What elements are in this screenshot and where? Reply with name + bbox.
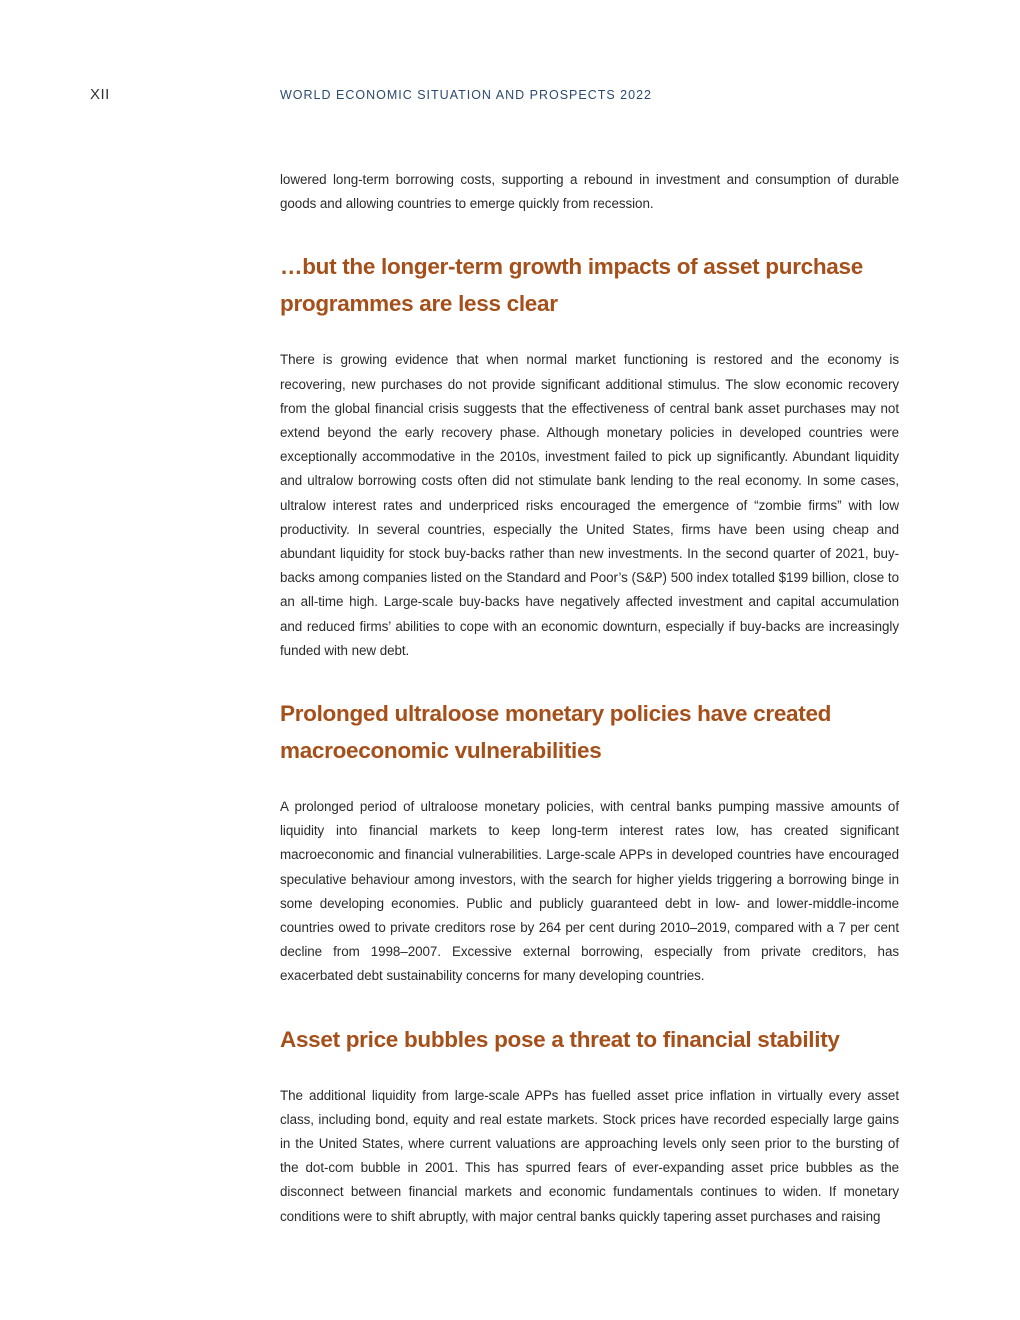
main-content [280,168,899,1229]
page-number: XII [90,86,110,103]
section-paragraph-macroeconomic-vulnerabilities: A prolonged period of ultraloose monetary policies, with central banks pumping massive amounts of liquidity into financial markets to keep long-term interest rates low, has created significant macroeconomic and financial vulnerabilities. Large-scale APPs in developed countries have encouraged speculative behaviour among investors, with the search for higher yields triggering a borrowing binge in some developing economies. Public and publicly guaranteed debt in low- and lower-middle-income countries owed to private creditors rose by 264 per cent during 2010–2019, compared with a 7 per cent decline from 1998–2007. Excessive external borrowing, especially from private creditors, has exacerbated debt sustainability concerns for many developing countries. [280,799,899,984]
section-paragraph-asset-price-bubbles: The additional liquidity from large-scale APPs has fuelled asset price inflation in virtually every asset class, including bond, equity and real estate markets. Stock prices have recorded especially large gains in the United States, where current valuations are approaching levels only seen prior to the bursting of the dot-com bubble in 2001. This has spurred fears of ever-expanding asset price bubbles as the disconnect between financial markets and economic fundamentals continues to widen. If monetary conditions were to shift abruptly, with major central banks quickly tapering asset purchases and raising [280,1087,899,1224]
running-header: WORLD ECONOMIC SITUATION AND PROSPECTS 2022 [280,88,652,102]
section-paragraph-asset-purchase-impacts: There is growing evidence that when normal market functioning is restored and the economy is recovering, new purchases do not provide significant additional stimulus. The slow economic recovery from the global financial crisis suggests that the effectiveness of central bank asset purchases may not extend beyond the early recovery phase. Although monetary policies in developed countries were exceptionally accommodative in the 2010s, investment failed to pick up significantly. Abundant liquidity and ultralow borrowing costs often did not stimulate bank lending to the real economy. In some cases, ultralow interest rates and underpriced risks encouraged the emergence of “zombie firms” with low productivity. In several countries, especially the United States, firms have been using cheap and abundant liquidity for stock buy-backs rather than new investments. In the second quarter of 2021, buy-backs among companies listed on the Standard and Poor’s (S&P) 500 index totalled $199 billion, close to an all-time high. Large-scale buy-backs have negatively affected investment and capital accumulation and reduced firms’ abilities to cope with an economic downturn, especially if buy-backs are increasingly funded with new debt. [280,352,899,658]
section-heading-asset-purchase-impacts: …but the longer-term growth impacts of asset purchase programmes are less clear [280,254,863,317]
intro-paragraph: lowered long-term borrowing costs, supporting a rebound in investment and consumption of durable goods and allowing countries to emerge quickly from recession. [280,172,899,212]
section-heading-asset-price-bubbles: Asset price bubbles pose a threat to financial stability [280,1026,840,1052]
section-heading-macroeconomic-vulnerabilities: Prolonged ultraloose monetary policies have created macroeconomic vulnerabilities [280,701,832,764]
